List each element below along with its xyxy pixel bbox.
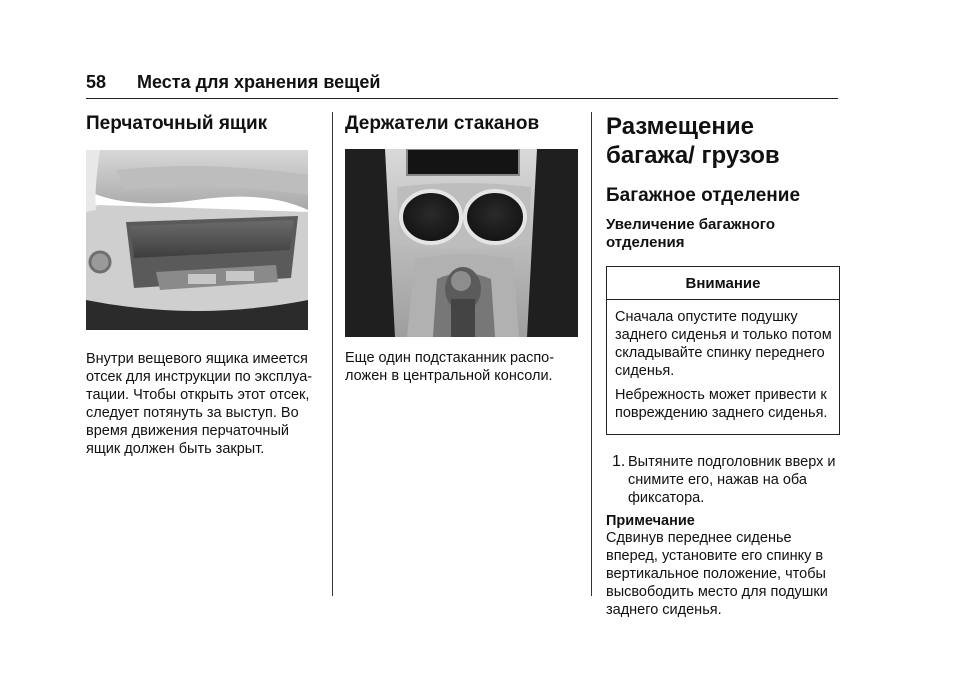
warning-paragraph-2: Небрежность может привести к повреждению заднего сиденья.: [615, 387, 828, 421]
subheading-extend-compartment: Увеличение багажного отделения: [606, 216, 775, 251]
page-header-title: Места для хранения вещей: [137, 72, 381, 92]
section-heading-luggage: Размещение багажа/ грузов: [606, 113, 780, 169]
section-heading-cupholders: Держатели стаканов: [345, 113, 540, 134]
glovebox-photo: [86, 150, 308, 330]
cupholder-photo: [345, 149, 578, 337]
column-divider-2: [591, 112, 592, 596]
column-luggage: [606, 112, 842, 619]
step-item: [606, 453, 842, 507]
page-number: 58: [86, 72, 107, 92]
warning-title: Внимание: [607, 267, 839, 300]
column-cupholders: [345, 112, 579, 385]
cupholder-description: Еще один подстаканник распо-ложен в центральной консоли.: [345, 350, 555, 384]
column-glovebox: [86, 112, 320, 458]
page-header: [86, 72, 380, 93]
header-rule: [86, 98, 838, 99]
glovebox-description: Внутри вещевого ящика имеется отсек для инструкции по эксплуа-тации. Чтобы открыть этот отсек, следует потянуть за выступ. Во время движения перчаточный ящик должен быть закрыт.: [86, 351, 313, 457]
subheading-luggage-compartment: Багажное отделение: [606, 185, 801, 206]
warning-paragraph-1: Сначала опустите подушку заднего сиденья и только потом складывайте спинку переднего сиденья.: [615, 309, 832, 379]
step-number: 1.: [612, 453, 626, 470]
warning-box: [606, 266, 840, 435]
note-label: Примечание: [606, 513, 695, 529]
step-text: Вытяните подголовник вверх и снимите его, нажав на оба фиксатора.: [628, 454, 836, 506]
note-text: Сдвинув переднее сиденье вперед, установите его спинку в вертикальное положение, чтобы высвободить место для подушки заднего сиденья.: [606, 530, 828, 618]
section-heading-glovebox: Перчаточный ящик: [86, 113, 268, 134]
column-divider-1: [332, 112, 333, 596]
